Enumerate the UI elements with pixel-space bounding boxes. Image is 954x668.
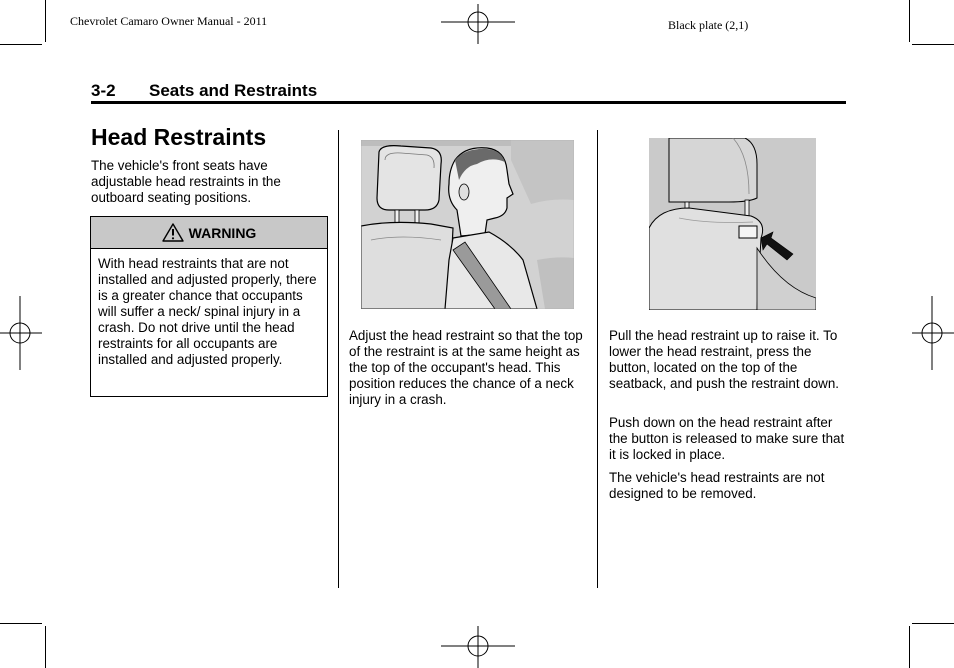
adjust-paragraph: Adjust the head restraint so that the top of the restraint is at the same height as the top of the occupant's head. This position reduces the chance of a neck injury in a crash.	[349, 328, 583, 407]
document-title: Chevrolet Camaro Owner Manual - 2011	[70, 14, 268, 28]
crop-mark-bl-h	[0, 623, 42, 624]
occupant-head-restraint-illustration	[361, 140, 574, 309]
section-rule	[91, 101, 846, 104]
registration-mark-top	[441, 4, 515, 44]
section-number: 3-2	[91, 81, 116, 100]
crop-mark-bl-v	[45, 626, 46, 668]
removal-paragraph: The vehicle's head restraints are not designed to be removed.	[609, 470, 825, 501]
lock-paragraph: Push down on the head restraint after the button is released to make sure that it is locked in place.	[609, 415, 845, 462]
crop-mark-tl-v	[45, 0, 46, 42]
page-heading: Head Restraints	[91, 124, 267, 150]
crop-mark-br-h	[912, 623, 954, 624]
crop-mark-tr-h	[912, 44, 954, 45]
column-divider-2	[597, 130, 598, 588]
warning-label: WARNING	[188, 224, 257, 241]
warning-triangle-icon	[162, 223, 184, 242]
crop-mark-tr-v	[909, 0, 910, 42]
registration-mark-right	[912, 296, 954, 370]
registration-mark-left	[0, 296, 42, 370]
registration-mark-bottom	[441, 626, 515, 668]
plate-label: Black plate (2,1)	[668, 18, 749, 32]
column-divider-1	[338, 130, 339, 588]
warning-text: With head restraints that are not installed and adjusted properly, there is a greater chance that occupants will suffer a neck/ spinal injury in a crash. Do not drive until the head restraints for all occupants are installed and adjusted properly.	[98, 256, 317, 367]
section-title: Seats and Restraints	[149, 81, 318, 100]
warning-header	[91, 217, 327, 249]
head-restraint-button-illustration	[649, 138, 816, 310]
intro-paragraph: The vehicle's front seats have adjustable head restraints in the outboard seating positions.	[91, 158, 281, 205]
warning-box	[90, 216, 328, 397]
crop-mark-tl-h	[0, 44, 42, 45]
crop-mark-br-v	[909, 626, 910, 668]
raise-lower-paragraph: Pull the head restraint up to raise it. To lower the head restraint, press the button, located on the top of the seatback, and push the restraint down.	[609, 328, 840, 391]
